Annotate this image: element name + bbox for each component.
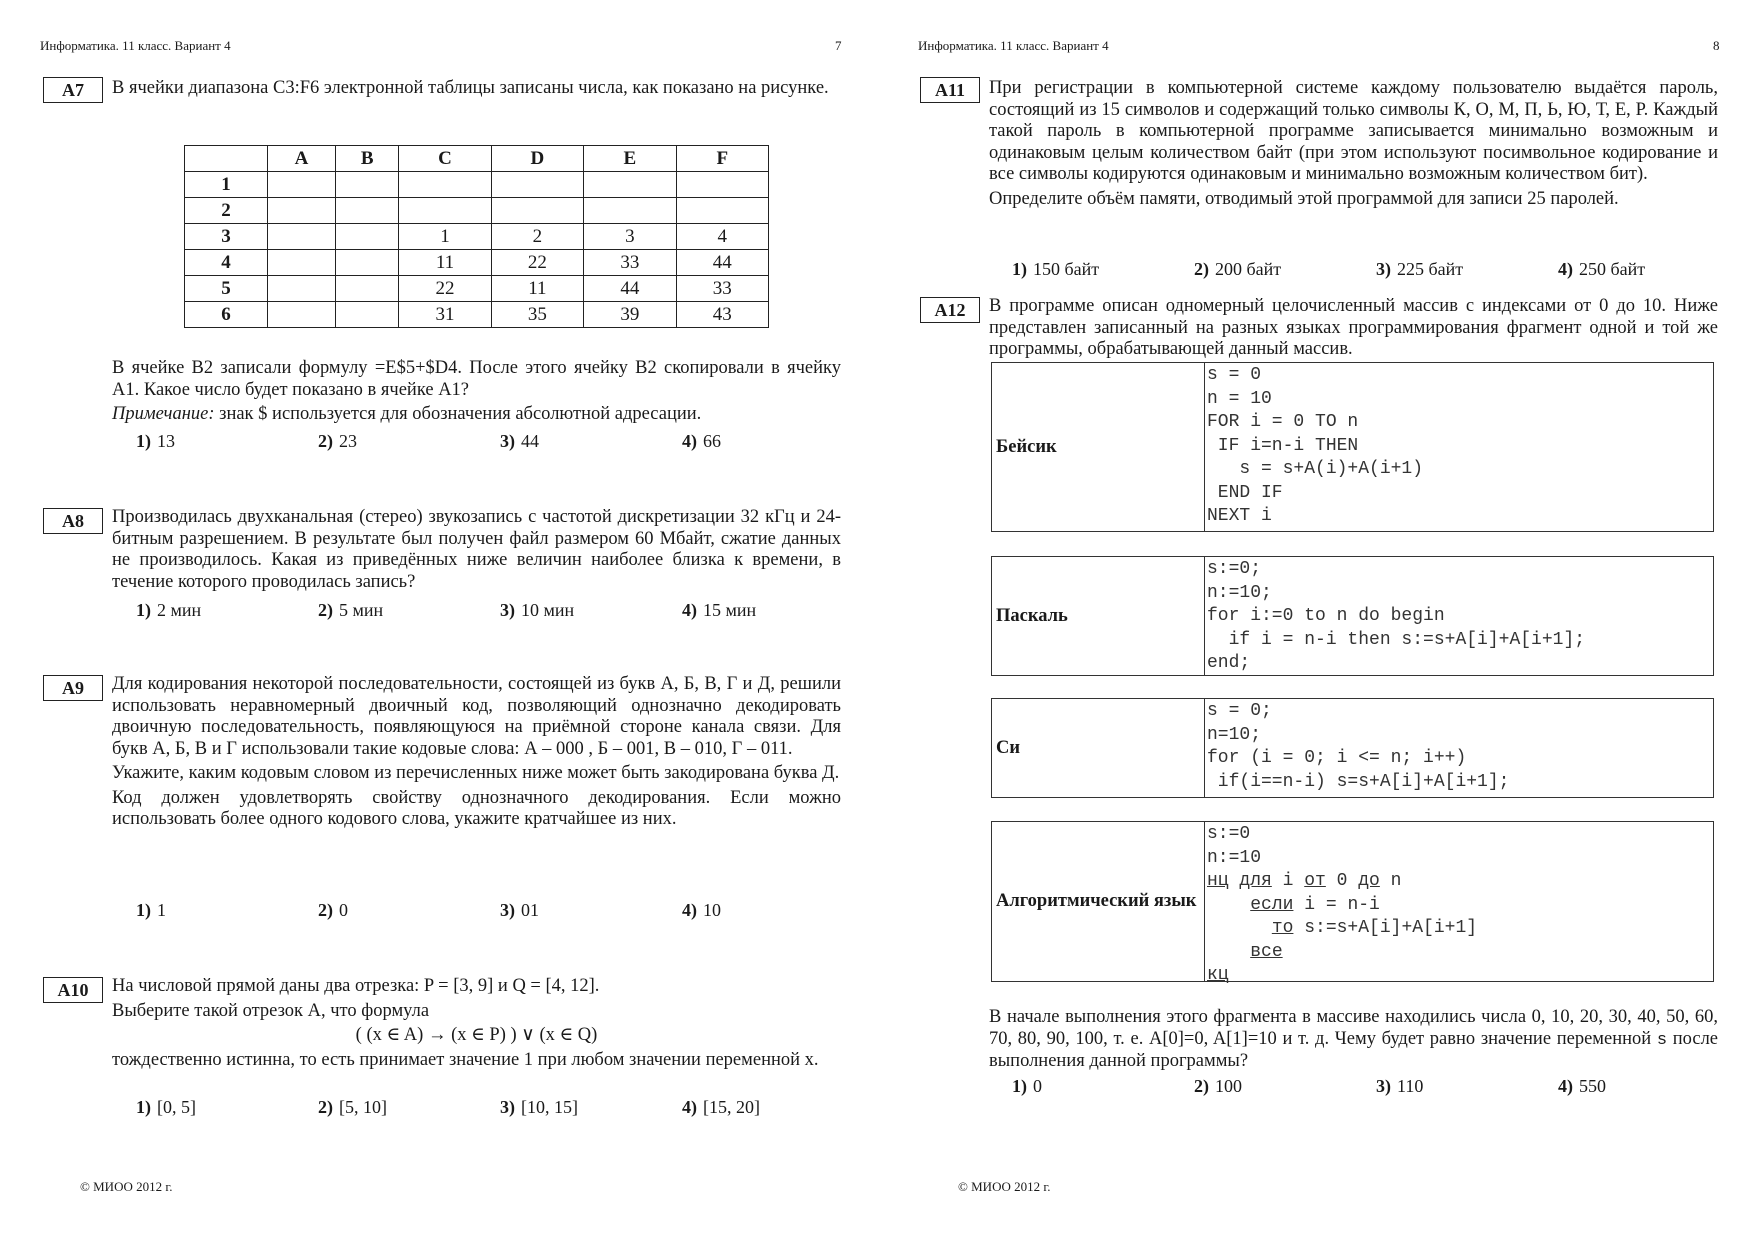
task-label-a9: А9 xyxy=(43,675,103,701)
a12-text: В программе описан одномерный целочисленный массив с индексами от 0 до 10. Ниже представлен записанный на разных языках программирования фрагмент одной и той же программы, обрабатывающей данный массив. xyxy=(989,296,1718,359)
a7-note xyxy=(112,404,841,426)
answer-option[interactable]: 4) 15 мин xyxy=(682,600,757,620)
a11-paragraph: Определите объём памяти, отводимый этой программой для записи 25 паролей. xyxy=(989,188,1619,209)
answer-option[interactable]: 4) [15, 20] xyxy=(682,1097,760,1117)
cell: 4 xyxy=(676,224,768,250)
a11-text xyxy=(989,78,1718,213)
answer-option[interactable]: 2) 0 xyxy=(318,900,348,920)
cell: 33 xyxy=(676,276,768,302)
answer-option[interactable]: 3) 44 xyxy=(500,431,539,451)
a7-question xyxy=(112,358,841,429)
a7-note-text: знак $ используется для обозначения абсолютной адресации. xyxy=(214,404,702,424)
variable-s: s xyxy=(1656,1030,1668,1050)
cell xyxy=(268,250,336,276)
program-language: Си xyxy=(992,699,1205,797)
column-header: E xyxy=(584,146,676,172)
a10-paragraph: Выберите такой отрезок A, что формула xyxy=(112,1000,430,1021)
column-header: B xyxy=(336,146,399,172)
a10-paragraph: На числовой прямой даны два отрезка: P = [3, 9] и Q = [4, 12]. xyxy=(112,976,600,996)
program-code: s = 0 n = 10 FOR i = 0 TO n IF i=n-i THEN s = s+A(i)+A(i+1) END IF NEXT i xyxy=(1207,365,1424,526)
table-row xyxy=(185,276,769,302)
cell: 2 xyxy=(491,224,583,250)
column-header: D xyxy=(491,146,583,172)
cell xyxy=(676,172,768,198)
answer-option[interactable]: 2) 5 мин xyxy=(318,600,384,620)
answer-option[interactable]: 1) 0 xyxy=(1012,1076,1042,1096)
cell xyxy=(399,172,491,198)
row-header: 5 xyxy=(185,276,268,302)
cell: 44 xyxy=(584,276,676,302)
task-label-a11: А11 xyxy=(920,77,980,103)
answer-option[interactable]: 2) 100 xyxy=(1194,1076,1242,1096)
answer-option[interactable]: 1) 2 мин xyxy=(136,600,202,620)
cell xyxy=(336,276,399,302)
a10-formula: ( (x ∈ A) → (x ∈ P) ) ∨ (x ∈ Q) xyxy=(355,1025,598,1045)
table-row xyxy=(185,250,769,276)
a12-question: В начале выполнения этого фрагмента в массиве находились числа 0, 10, 20, 30, 40, 50, 60, 70, 80, 90, 100, т. е. A[0]=0, A[1]=10 и т. д. Чему будет равно значение переменной s после выполнения данной программы? xyxy=(989,1007,1719,1071)
program-basic xyxy=(991,362,1714,532)
cell: 22 xyxy=(491,250,583,276)
answer-option[interactable]: 3) 01 xyxy=(500,900,539,920)
program-algorithmic xyxy=(991,821,1714,985)
table-row xyxy=(185,172,769,198)
answer-option[interactable]: 1) 1 xyxy=(136,900,166,920)
corner-cell xyxy=(185,146,268,172)
table-row xyxy=(185,198,769,224)
a9-paragraph: Укажите, каким кодовым словом из перечисленных ниже может быть закодирована буква Д. xyxy=(112,763,840,783)
cell: 11 xyxy=(491,276,583,302)
a11-paragraph: При регистрации в компьютерной системе каждому пользователю выдаётся пароль, состоящий из 15 символов и содержащий только символы К, О, М, П, Ь, Ю, Т, Е, Р. Каждый такой пароль в компьютерной программе записывается минимально возможным и одинаковым целым количеством байт (при этом используют посимвольное кодирование и все символы кодируются одинаковым и минимально возможным количеством бит). xyxy=(989,78,1718,184)
program-pascal xyxy=(991,556,1714,676)
cell xyxy=(584,198,676,224)
cell: 11 xyxy=(399,250,491,276)
cell: 31 xyxy=(399,302,491,328)
answer-option[interactable]: 3) [10, 15] xyxy=(500,1097,578,1117)
page-header-left: Информатика. 11 класс. Вариант 4 xyxy=(40,38,231,53)
table-row xyxy=(185,302,769,328)
cell xyxy=(336,198,399,224)
a10-paragraph: тождественно истинна, то есть принимает значение 1 при любом значении переменной х. xyxy=(112,1049,819,1070)
a10-text xyxy=(112,976,841,1074)
cell: 33 xyxy=(584,250,676,276)
row-header: 2 xyxy=(185,198,268,224)
answer-option[interactable]: 1) [0, 5] xyxy=(136,1097,196,1117)
cell xyxy=(676,198,768,224)
task-label-a7: А7 xyxy=(43,77,103,103)
cell: 3 xyxy=(584,224,676,250)
cell: 44 xyxy=(676,250,768,276)
row-header: 6 xyxy=(185,302,268,328)
cell xyxy=(268,302,336,328)
cell: 39 xyxy=(584,302,676,328)
a7-question-text: В ячейке B2 записали формулу =E$5+$D4. После этого ячейку B2 скопировали в ячейку A1. Какое число будет показано в ячейке A1? xyxy=(112,358,841,400)
answer-option[interactable]: 4) 250 байт xyxy=(1558,259,1646,279)
answer-option[interactable]: 2) [5, 10] xyxy=(318,1097,387,1117)
cell xyxy=(268,172,336,198)
task-label-a8: А8 xyxy=(43,508,103,534)
program-language: Паскаль xyxy=(992,557,1205,675)
cell xyxy=(399,198,491,224)
program-code: s = 0; n=10; for (i = 0; i <= n; i++) if(i==n-i) s=s+A[i]+A[i+1]; xyxy=(1207,701,1510,792)
task-label-a12: А12 xyxy=(920,297,980,323)
cell xyxy=(491,172,583,198)
cell xyxy=(268,198,336,224)
cell: 1 xyxy=(399,224,491,250)
a9-text xyxy=(112,674,841,834)
answer-option[interactable]: 1) 13 xyxy=(136,431,175,451)
cell xyxy=(268,224,336,250)
spreadsheet-table xyxy=(184,145,769,328)
answer-option[interactable]: 3) 225 байт xyxy=(1376,259,1464,279)
answer-option[interactable]: 4) 550 xyxy=(1558,1076,1606,1096)
footer-left: © МИОО 2012 г. xyxy=(80,1179,173,1194)
page-header-right: Информатика. 11 класс. Вариант 4 xyxy=(918,38,1109,53)
cell xyxy=(336,302,399,328)
column-header: F xyxy=(676,146,768,172)
cell xyxy=(336,224,399,250)
program-code: s:=0 n:=10 нц для i от 0 до n если i = n-i то s:=s+A[i]+A[i+1] все кц xyxy=(1207,824,1478,985)
cell xyxy=(336,172,399,198)
a8-text: Производилась двухканальная (стерео) звукозапись с частотой дискретизации 32 кГц и 24-битным разрешением. В результате был получен файл размером 60 Мбайт, сжатие данных не производилось. Какая из приведённых ниже величин наиболее близка к времени, в течение которого проводилась запись? xyxy=(112,507,841,592)
page-number-right: 8 xyxy=(1713,38,1720,53)
answer-option[interactable]: 4) 10 xyxy=(682,900,721,920)
answer-option[interactable]: 3) 110 xyxy=(1376,1076,1424,1096)
answer-option[interactable]: 2) 23 xyxy=(318,431,357,451)
answer-option[interactable]: 2) 200 байт xyxy=(1194,259,1282,279)
a9-paragraph: Для кодирования некоторой последовательности, состоящей из букв А, Б, В, Г и Д, решили использовать неравномерный двоичный код, позволяющий однозначно декодировать двоичную последовательность, появляющуюся на приёмной стороне канала связи. Для букв А, Б, В и Г использовали такие кодовые слова: А – 000 , Б – 001, В – 010, Г – 011. xyxy=(112,674,841,759)
cell: 43 xyxy=(676,302,768,328)
footer-right: © МИОО 2012 г. xyxy=(958,1179,1051,1194)
cell xyxy=(491,198,583,224)
row-header: 1 xyxy=(185,172,268,198)
answer-option[interactable]: 3) 10 мин xyxy=(500,600,575,620)
a9-paragraph: Код должен удовлетворять свойству однозначного декодирования. Если можно использовать более одного кодового слова, укажите кратчайшее из них. xyxy=(112,787,841,829)
task-label-a10: А10 xyxy=(43,977,103,1003)
cell: 35 xyxy=(491,302,583,328)
cell xyxy=(336,250,399,276)
program-language: Алгоритмический язык xyxy=(992,822,1205,981)
a7-text: В ячейки диапазона C3:F6 электронной таблицы записаны числа, как показано на рисунке. xyxy=(112,78,829,98)
page-number-left: 7 xyxy=(835,38,842,53)
column-header: A xyxy=(268,146,336,172)
row-header: 4 xyxy=(185,250,268,276)
answer-option[interactable]: 1) 150 байт xyxy=(1012,259,1100,279)
answer-option[interactable]: 4) 66 xyxy=(682,431,721,451)
cell: 22 xyxy=(399,276,491,302)
a7-note-label: Примечание: xyxy=(112,404,215,424)
program-code: s:=0; n:=10; for i:=0 to n do begin if i = n-i then s:=s+A[i]+A[i+1]; end; xyxy=(1207,559,1586,673)
program-language: Бейсик xyxy=(992,363,1205,531)
column-header: C xyxy=(399,146,491,172)
row-header: 3 xyxy=(185,224,268,250)
cell xyxy=(268,276,336,302)
program-c xyxy=(991,698,1714,798)
cell xyxy=(584,172,676,198)
table-row xyxy=(185,224,769,250)
